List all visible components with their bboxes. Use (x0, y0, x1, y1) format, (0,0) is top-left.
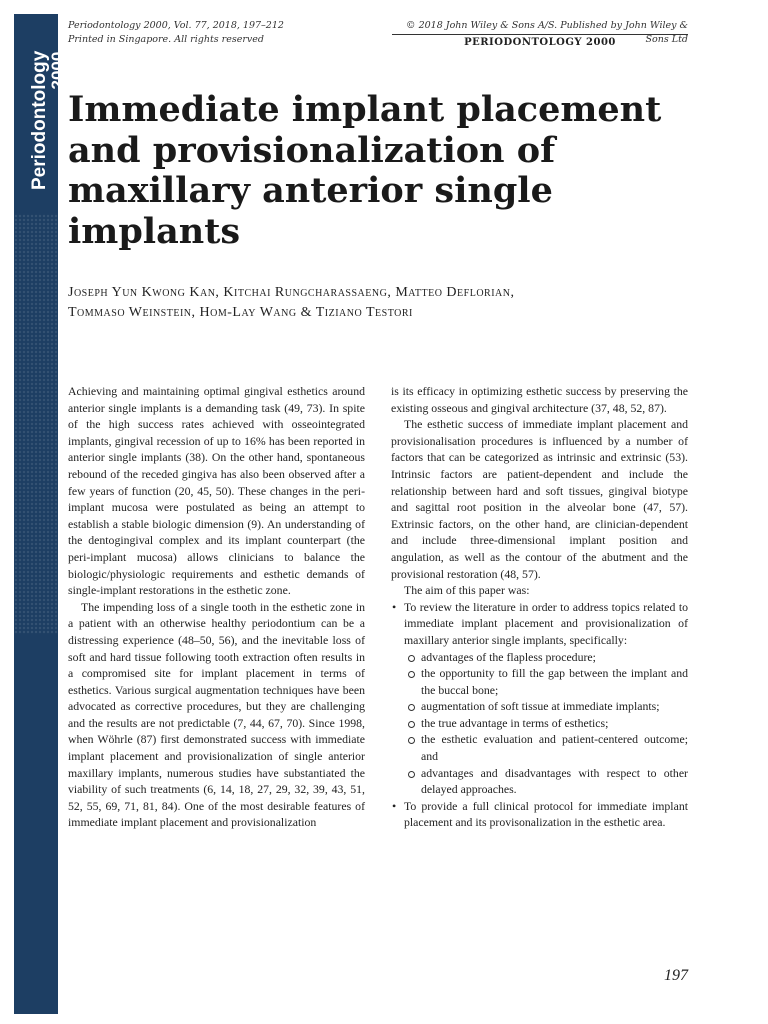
sublist-item: the esthetic evaluation and patient-centered outcome; and (404, 731, 688, 764)
body-column-left (68, 383, 365, 831)
aims-list-item: • To provide a full clinical protocol for immediate implant placement and its provisonalization in the esthetic area. (391, 798, 688, 831)
topics-sublist (404, 649, 688, 798)
sublist-item: advantages and disadvantages with respect to other delayed approaches. (404, 765, 688, 798)
author-list (68, 283, 693, 323)
sidebar-label-line1: Periodontology (29, 50, 50, 190)
paragraph: is its efficacy in optimizing esthetic success by preserving the existing osseous and gingival architecture (37, 48, 52, 87). (391, 384, 688, 415)
sidebar-pattern (14, 214, 58, 634)
sublist-item: the true advantage in terms of esthetics; (404, 715, 688, 732)
paragraph: The esthetic success of immediate implant placement and provisionalisation procedures is influenced by a number of factors that can be categorized as intrinsic and extrinsic (53). Intrinsic factors are patient-dependent and include the relationship between hard and soft tissues, gingival biotype and sagittal root position in the alveolar bone (47, 57). Extrinsic factors, on the other hand, are clinician-dependent and include three-dimensional implant position and angulation, as well as the contour of the abutment and the provisional restoration (48, 57). (391, 417, 688, 581)
article-title: Immediate implant placement and provisionalization of maxillary anterior single implants (68, 89, 662, 252)
copyright-line: © 2018 John Wiley & Sons A/S. Published by John Wiley & Sons Ltd (406, 20, 688, 45)
sublist-item: advantages of the flapless procedure; (404, 649, 688, 666)
aims-list-item (391, 599, 688, 798)
sublist-item: augmentation of soft tissue at immediate implants; (404, 698, 688, 715)
citation-block (68, 19, 284, 47)
body-column-right (391, 383, 688, 831)
paragraph: Achieving and maintaining optimal gingival esthetics around anterior single implants is a demanding task (49, 73). In spite of the high success rates achieved with osseointegrated implants, gingival recession of up to 16% has been reported in anterior single implants (38). On the other hand, spontaneous rebound of the receded gingiva has also been observed after a few years of function (20, 45, 50). These changes in the peri-implant mucosa were postulated as being an attempt to establish a stable biologic dimension (9). An understanding of the dentogingival complex and its implant counterpart (the peri-implant mucosa) allows clinicians to balance the biologic/physiologic requirements and esthetic demands of single-implant restorations in the esthetic zone. (68, 384, 365, 598)
authors-line-1: Joseph Yun Kwong Kan, Kitchai Rungcharassaeng, Matteo Deflorian, (68, 285, 515, 300)
citation-line: Periodontology 2000, Vol. 77, 2018, 197–212 (68, 20, 284, 31)
sidebar-label-line2: 2000 (48, 51, 67, 90)
journal-sidebar (14, 14, 67, 1014)
aims-item-text: To review the literature in order to address topics related to immediate implant placement and provisionalization of maxillary anterior single implants, specifically: (404, 599, 688, 647)
paragraph: The impending loss of a single tooth in the esthetic zone in a patient with an otherwise healthy periodontium can be a distressing experience (48–50, 56), and the inevitable loss of soft and hard tissue following tooth extraction often results in a compromised site for implant placement in terms of esthetics. Various surgical augmentation techniques have been advocated as corrective procedures, but they are challenging and the results are not predictable (7, 44, 67, 70). Since 1998, when Wöhrle (87) first demonstrated success with immediate implant placement and provisionalization of single anterior maxillary implants, numerous studies have substantiated the viability of such treatments (6, 14, 18, 27, 29, 32, 39, 43, 51, 52, 55, 69, 71, 81, 84). One of the most desirable features of immediate implant placement and provisionalization (68, 599, 365, 830)
authors-line-2: Tommaso Weinstein, Hom-Lay Wang & Tiziano Testori (68, 305, 413, 320)
aim-intro: The aim of this paper was: (404, 583, 530, 598)
page-number: 197 (664, 967, 688, 984)
journal-name: PERIODONTOLOGY 2000 (392, 34, 688, 48)
sidebar-journal-label (30, 51, 66, 190)
sublist-item: the opportunity to fill the gap between the implant and the buccal bone; (404, 665, 688, 698)
printed-line: Printed in Singapore. All rights reserved (68, 34, 264, 45)
aims-list (391, 599, 688, 831)
